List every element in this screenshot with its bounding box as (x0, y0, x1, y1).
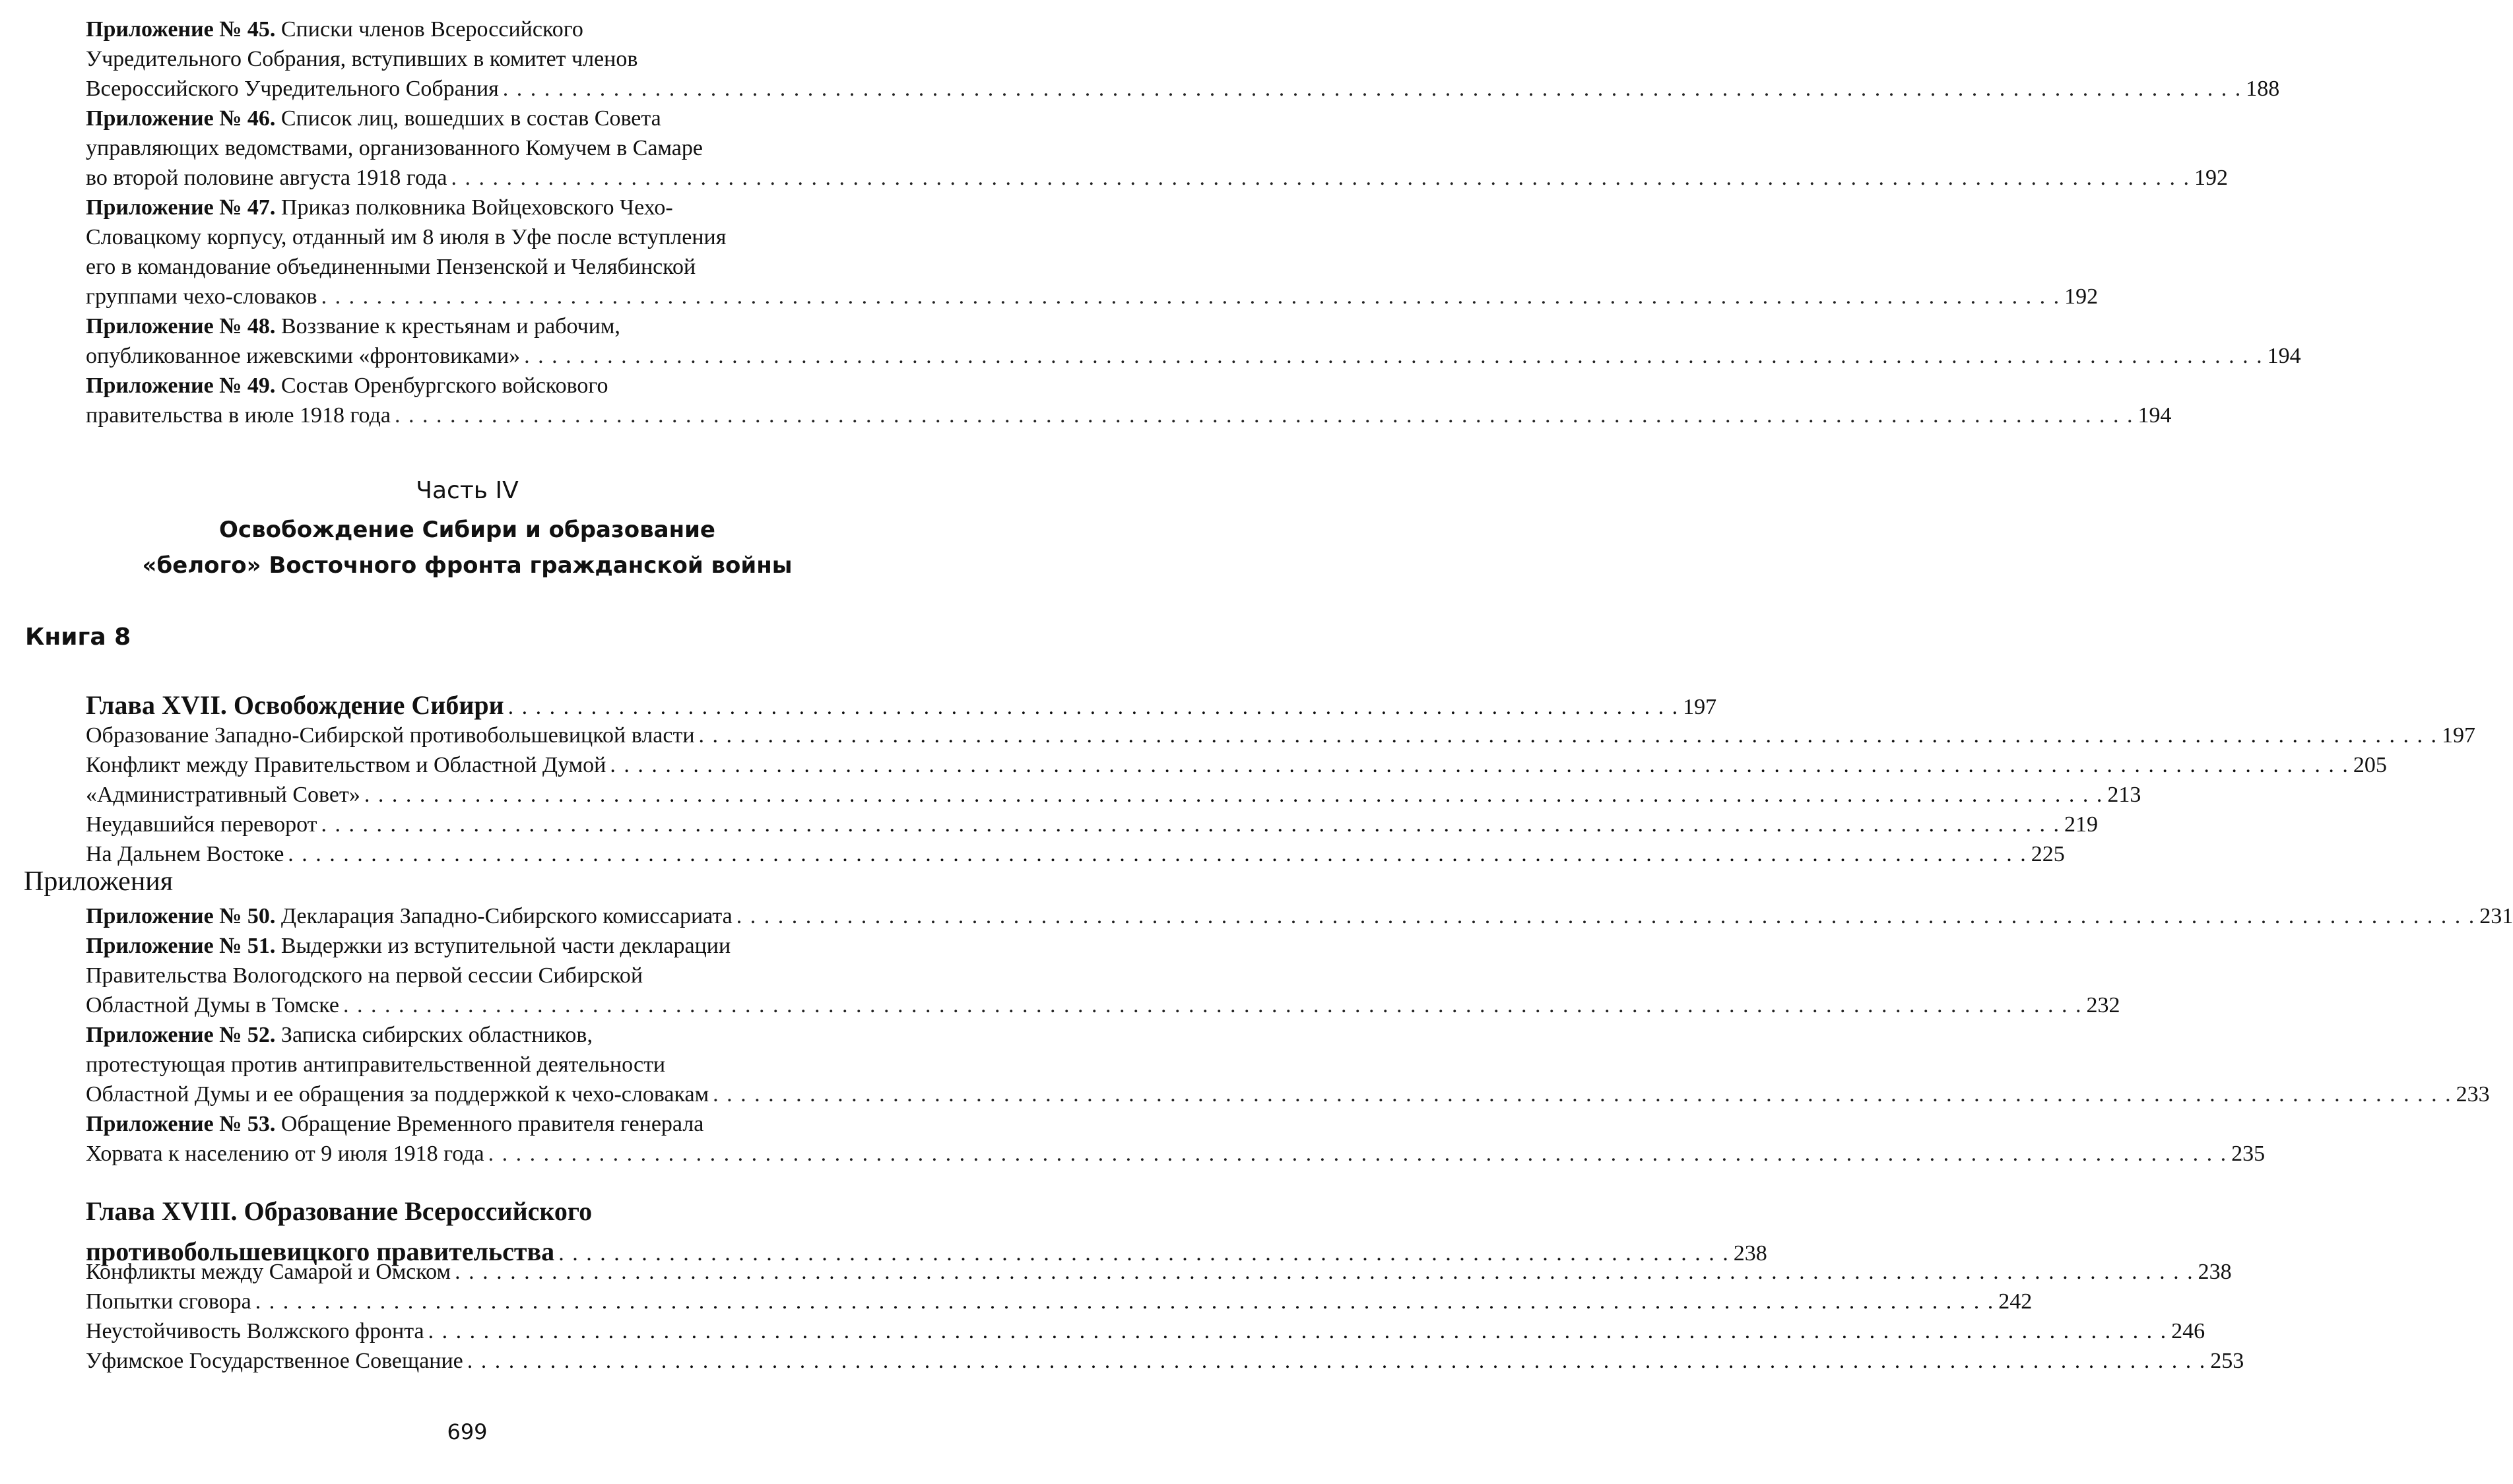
appendix-text: Словацкому корпусу, отданный им 8 июля в Уфе после вступления (86, 225, 727, 249)
appendix-text: Правительства Вологодского на первой сессии Сибирской (86, 963, 643, 988)
appendix-page: 188 (2246, 77, 2280, 101)
appendix-page: 192 (2194, 166, 2228, 190)
appendix-last-line (86, 163, 2228, 193)
section-row (86, 780, 2141, 810)
appendix-last-text-wrap (86, 1139, 484, 1169)
appendix-text: Выдержки из вступительной части декларации (280, 934, 731, 958)
appendix-page: 233 (2456, 1082, 2490, 1107)
appendix-entry (86, 15, 2280, 104)
appendix-number: Приложение № 49. (86, 373, 276, 398)
section-page: 205 (2353, 753, 2387, 777)
leader-dots: . . . . . . . . . . . . . . . . . . . . . . . . . . . . . . . . . . . . . . . . . . . . . . . . . . . . . . . . . . . . . . . . . . . . . . . . . . . . . . . . . . . . . . . . . . . . . . . . . . . . . . . . . . . . . . . . . . . . . . . . . . . . . . (343, 993, 2083, 1017)
section-page: 225 (2031, 842, 2065, 866)
section-row (86, 1346, 2244, 1376)
leader-dots: . . . . . . . . . . . . . . . . . . . . . . . . . . . . . . . . . . . . . . . . . . . . . . . . . . . . . . . . . . . . . . . . . . . . . . . . . . . . . . . . . . . . . . . . . . . . . . . . . . . . . . . . . . . . . . . . . . . . . . . . . . . . . . (713, 1082, 2452, 1107)
chapter-17-title: Глава XVII. Освобождение Сибири (86, 690, 504, 720)
leader-dots: . . . . . . . . . . . . . . . . . . . . . . . . . . . . . . . . . . . . . . . . . . . . . . . . . . . . . . . . . . . . . . . . . . . . . . . . . . . . . . . . . . . . . . . . . . . . . . . . . . . . . . . . . . . . . . . . . . . . . . . . . . . . . . (288, 842, 2027, 866)
section-entry (86, 750, 2387, 780)
section-row (86, 810, 2099, 839)
section-entry (86, 721, 2476, 750)
leader-dots: . . . . . . . . . . . . . . . . . . . . . . . . . . . . . . . . . . . . . . . . . . . . . . . . . . . . . . . . . . . . . . . . . . . . . . . . . . . . . . . . . . . . . . . . . . . . . . . . . . . . . . . . . . . . . . . . . . . . . . . . . . . . . . (321, 284, 2061, 309)
section-entry (86, 839, 2065, 869)
section-entry (86, 810, 2099, 839)
appendix-entry (86, 1109, 2266, 1169)
appendix-last-text: правительства в июле 1918 года (86, 403, 391, 428)
appendix-last-line (86, 990, 2120, 1020)
leader-dots: . . . . . . . . . . . . . . . . . . . . . . . . . . . . . . . . . . . . . . . . . . . . . . . . . . . . . . . . . . . . . . . . . . . . . . . . . . . . . . . . . . . . . . . . . . . . . . . . . . . . . . . . . . . . . . . . . . . . . . . . . . . . . . (455, 1260, 2194, 1284)
appendix-page: 231 (2479, 904, 2513, 928)
appendix-last-text: Всероссийского Учредительного Собрания (86, 77, 499, 101)
appendix-last-text: Областной Думы и ее обращения за поддержкой к чехо-словакам (86, 1082, 709, 1107)
appendix-number: Приложение № 47. (86, 195, 276, 220)
page-number: 699 (447, 1419, 488, 1444)
section-page: 238 (2198, 1260, 2232, 1284)
part-label: Часть IV (416, 477, 519, 504)
chapter-18-heading (86, 1196, 1767, 1267)
leader-dots: . . . . . . . . . . . . . . . . . . . . . . . . . . . . . . . . . . . . . . . . . . . . . . . . . . . . . . . . . . . . . . . . . . . . . . . . . . . . . . . . . . . . . (507, 695, 1680, 719)
section-page: 213 (2107, 783, 2141, 807)
appendix-text-line (86, 1020, 899, 1050)
appendix-entry (86, 931, 2120, 1020)
appendix-number: Приложение № 52. (86, 1023, 276, 1047)
appendix-last-text-wrap (86, 901, 733, 931)
appendix-number: Приложение № 53. (86, 1112, 276, 1136)
section-page: 253 (2210, 1349, 2244, 1373)
appendix-last-text-wrap (86, 401, 391, 430)
appendices-label: Приложения (24, 866, 174, 897)
appendix-number: Приложение № 48. (86, 314, 276, 339)
appendix-text: Учредительного Собрания, вступивших в комитет членов (86, 47, 638, 71)
section-page: 242 (1998, 1289, 2033, 1314)
appendix-text-line (86, 193, 899, 222)
appendix-text-line (86, 222, 899, 252)
chapter-18-title-line-2: противобольшевицкого правительства (86, 1237, 555, 1266)
appendix-text-line (86, 15, 899, 44)
section-entry (86, 780, 2141, 810)
part-title (0, 512, 934, 583)
appendix-text-line (86, 1109, 899, 1139)
appendix-last-text: опубликованное ижевскими «фронтовиками» (86, 344, 521, 368)
appendix-text-line (86, 371, 899, 401)
section-row (86, 721, 2476, 750)
appendix-last-line (86, 401, 2172, 430)
leader-dots: . . . . . . . . . . . . . . . . . . . . . . . . . . . . . . . . . . . . . . . . . . . . . . . . . . . . . . . . . . . . . . . . . . . . . . . . . . . . . . . . . . . . . . . . . . . . . . . . . . . . . . . . . . . . . . . . . . . . . . . . . . . . . . (698, 723, 2438, 748)
section-row (86, 1257, 2232, 1287)
section-title: Попытки сговора (86, 1289, 251, 1314)
book-label: Книга 8 (25, 624, 131, 651)
leader-dots: . . . . . . . . . . . . . . . . . . . . . . . . . . . . . . . . . . . . . . . . . . . . . . . . . . . . . . . . . . . . . . . . . . . . . . . . . . . . . . . . . . . . . . . . . . . . . . . . . . . . . . . . . . . . . . . . . . . . . . . . . . . . . . (467, 1349, 2207, 1373)
appendix-text-line (86, 44, 899, 74)
section-title: На Дальнем Востоке (86, 842, 284, 866)
appendix-last-line (86, 901, 2513, 931)
appendix-last-line (86, 1080, 2490, 1109)
appendix-page: 194 (2267, 344, 2301, 368)
appendix-last-text-wrap (86, 163, 447, 193)
leader-dots: . . . . . . . . . . . . . . . . . . . . . . . . . . . . . . . . . . . . . . . . . . . . . . . . . . . . . . . . . . . . . . . . . . . . . . . . . . . . . . . . . . . . . . . . . . . . . . . . . . . . . . . . . . . . . . . . . . . . . . . . . . . . . . (255, 1289, 1995, 1314)
appendix-entry (86, 371, 2172, 430)
appendix-page: 235 (2231, 1142, 2266, 1166)
section-title: Неустойчивость Волжского фронта (86, 1319, 424, 1343)
appendix-last-line (86, 282, 2099, 311)
section-entry (86, 1346, 2244, 1376)
appendix-number: Приложение № 50. (86, 904, 276, 928)
appendix-last-text: Хорвата к населению от 9 июля 1918 года (86, 1142, 484, 1166)
leader-dots: . . . . . . . . . . . . . . . . . . . . . . . . . . . . . . . . . . . . . . . . . . . . . . . . . . . . . . . . . . . . . . . . . . . . . . . . . . . . . . . . . . . . . . . . . . . . . . . . . . . . . . . . . . . . . . . . . . . . . . . . . . . . . . (524, 344, 2264, 368)
appendix-text: Список лиц, вошедших в состав Совета (280, 106, 661, 131)
appendix-text-line (86, 104, 899, 133)
appendix-text-line (86, 961, 899, 990)
appendix-last-text-wrap (86, 1080, 709, 1109)
appendix-text: Обращение Временного правителя генерала (280, 1112, 704, 1136)
section-title: Конфликты между Самарой и Омском (86, 1260, 451, 1284)
appendix-text: Записка сибирских областников, (280, 1023, 593, 1047)
chapter-17-heading (86, 690, 1717, 721)
chapter-18-page: 238 (1733, 1241, 1767, 1266)
section-entry (86, 1287, 2033, 1316)
appendix-text-line (86, 311, 899, 341)
appendix-number: Приложение № 45. (86, 17, 276, 42)
leader-dots: . . . . . . . . . . . . . . . . . . . . . . . . . . . . . . . . . . . . . . . . . . . . . . . . . . . . . . . . . . . . . . . . . . . . . . . . . . . . . . . . . . . . . . . . . . . . . . . . . . . . . . . . . . . . . . . . . . . . . . . . . . . . . . (364, 783, 2104, 807)
part-title-line-1: Освобождение Сибири и образование (219, 517, 715, 543)
leader-dots: . . . . . . . . . . . . . . . . . . . . . . . . . . . . . . . . . . . . . . . . . . . . . . . . . . . . . . . . . . . . . . . . . . . . . . . . . . . . . . . . . . . . . . . . . . . . . . . . . . . . . . . . . . . . . . . . . . . . . . . . . . . . . . (428, 1319, 2168, 1343)
leader-dots: . . . . . . . . . . . . . . . . . . . . . . . . . . . . . . . . . . . . . . . . . . . . . . . . . . . . . . . . . . . . . . . . . . . . . . . . . . . . . . . . . . . . . . . . . . . . . . . . . . . . . . . . . . . . . . . . . . . . . . . . . . . . . . (488, 1142, 2228, 1166)
part-title-line-2: «белого» Восточного фронта гражданской войны (142, 552, 793, 579)
appendix-last-text: во второй половине августа 1918 года (86, 166, 447, 190)
appendix-number: Приложение № 51. (86, 934, 276, 958)
appendix-last-line (86, 1139, 2266, 1169)
section-title: Неудавшийся переворот (86, 812, 317, 837)
appendix-text: Списки членов Всероссийского (280, 17, 583, 42)
leader-dots: . . . . . . . . . . . . . . . . . . . . . . . . . . . . . . . . . . . . . . . . . . . . . . . . . . . . . . . . . . . . . . . . . . . . . . . . . . . . . . . . . . . . . . . . . . . . . . . . . . . . . . . . . . . . . . . . . . . . . . . . . . . . . . (736, 904, 2476, 928)
appendix-text-line (86, 133, 899, 163)
leader-dots: . . . . . . . . . . . . . . . . . . . . . . . . . . . . . . . . . . . . . . . . . . . . . . . . . . . . . . . . . . . . . . . . . . . . . . . . . . . . . . . . . . . . . . . . . . . . . . . . . . . . . . . . . . . . . . . . . . . . . . . . . . . . . . (502, 77, 2242, 101)
appendix-last-text: группами чехо-словаков (86, 284, 317, 309)
section-title: Конфликт между Правительством и Областной Думой (86, 753, 606, 777)
section-row (86, 1316, 2205, 1346)
section-page: 197 (2442, 723, 2476, 748)
section-row (86, 1287, 2033, 1316)
appendix-last-text: Областной Думы в Томске (86, 993, 339, 1017)
section-row (86, 839, 2065, 869)
appendix-text-line (86, 1050, 899, 1080)
appendix-text: его в командование объединенными Пензенской и Челябинской (86, 255, 696, 279)
leader-dots: . . . . . . . . . . . . . . . . . . . . . . . . . . . . . . . . . . . . . . . . . . . . . . . . . . . . . . . . . . . . . . . . . . . . . . . . . . . . . . . . . . . . . . . . . . . . . . . . . . . . . . . . . . . . . . . . . . . . . . . . . . . . . . (610, 753, 2349, 777)
appendix-text: Воззвание к крестьянам и рабочим, (280, 314, 620, 339)
chapter-17-page: 197 (1683, 695, 1717, 719)
appendix-text: Состав Оренбургского войскового (280, 373, 608, 398)
appendix-last-text: Декларация Западно-Сибирского комиссариата (280, 904, 733, 928)
appendix-number: Приложение № 46. (86, 106, 276, 131)
appendix-page: 194 (2138, 403, 2172, 428)
appendix-page: 232 (2086, 993, 2120, 1017)
appendix-entry (86, 1020, 2490, 1109)
appendix-text-line (86, 252, 899, 282)
section-title: «Административный Совет» (86, 783, 360, 807)
appendix-text: протестующая против антиправительственной деятельности (86, 1052, 666, 1077)
appendix-entry (86, 193, 2099, 311)
appendix-text: управляющих ведомствами, организованного Комучем в Самаре (86, 136, 703, 160)
section-title: Уфимское Государственное Совещание (86, 1349, 463, 1373)
section-title: Образование Западно-Сибирской противобольшевицкой власти (86, 723, 695, 748)
leader-dots: . . . . . . . . . . . . . . . . . . . . . . . . . . . . . . . . . . . . . . . . . . . . . . . . . . . . . . . . . . . . . . . . . . . . . . . . . . . . . . . . . . . . . (558, 1241, 1730, 1266)
section-page: 246 (2171, 1319, 2205, 1343)
appendix-text: Приказ полковника Войцеховского Чехо- (280, 195, 673, 220)
section-row (86, 750, 2387, 780)
appendix-last-text-wrap (86, 74, 499, 104)
appendix-last-text-wrap (86, 341, 520, 371)
appendix-entry (86, 104, 2228, 193)
section-page: 219 (2064, 812, 2099, 837)
appendix-last-line (86, 341, 2301, 371)
appendix-text-line (86, 931, 899, 961)
leader-dots: . . . . . . . . . . . . . . . . . . . . . . . . . . . . . . . . . . . . . . . . . . . . . . . . . . . . . . . . . . . . . . . . . . . . . . . . . . . . . . . . . . . . . . . . . . . . . . . . . . . . . . . . . . . . . . . . . . . . . . . . . . . . . . (451, 166, 2190, 190)
section-entry (86, 1257, 2232, 1287)
leader-dots: . . . . . . . . . . . . . . . . . . . . . . . . . . . . . . . . . . . . . . . . . . . . . . . . . . . . . . . . . . . . . . . . . . . . . . . . . . . . . . . . . . . . . . . . . . . . . . . . . . . . . . . . . . . . . . . . . . . . . . . . . . . . . . (394, 403, 2134, 428)
appendix-entry (86, 901, 2513, 931)
leader-dots: . . . . . . . . . . . . . . . . . . . . . . . . . . . . . . . . . . . . . . . . . . . . . . . . . . . . . . . . . . . . . . . . . . . . . . . . . . . . . . . . . . . . . . . . . . . . . . . . . . . . . . . . . . . . . . . . . . . . . . . . . . . . . . (321, 812, 2061, 837)
appendix-last-text-wrap (86, 282, 317, 311)
section-entry (86, 1316, 2205, 1346)
appendix-entry (86, 311, 2301, 371)
appendix-last-text-wrap (86, 990, 339, 1020)
appendix-page: 192 (2064, 284, 2099, 309)
chapter-18-title-line-1: Глава XVIII. Образование Всероссийского (86, 1196, 593, 1226)
appendix-last-line (86, 74, 2280, 104)
